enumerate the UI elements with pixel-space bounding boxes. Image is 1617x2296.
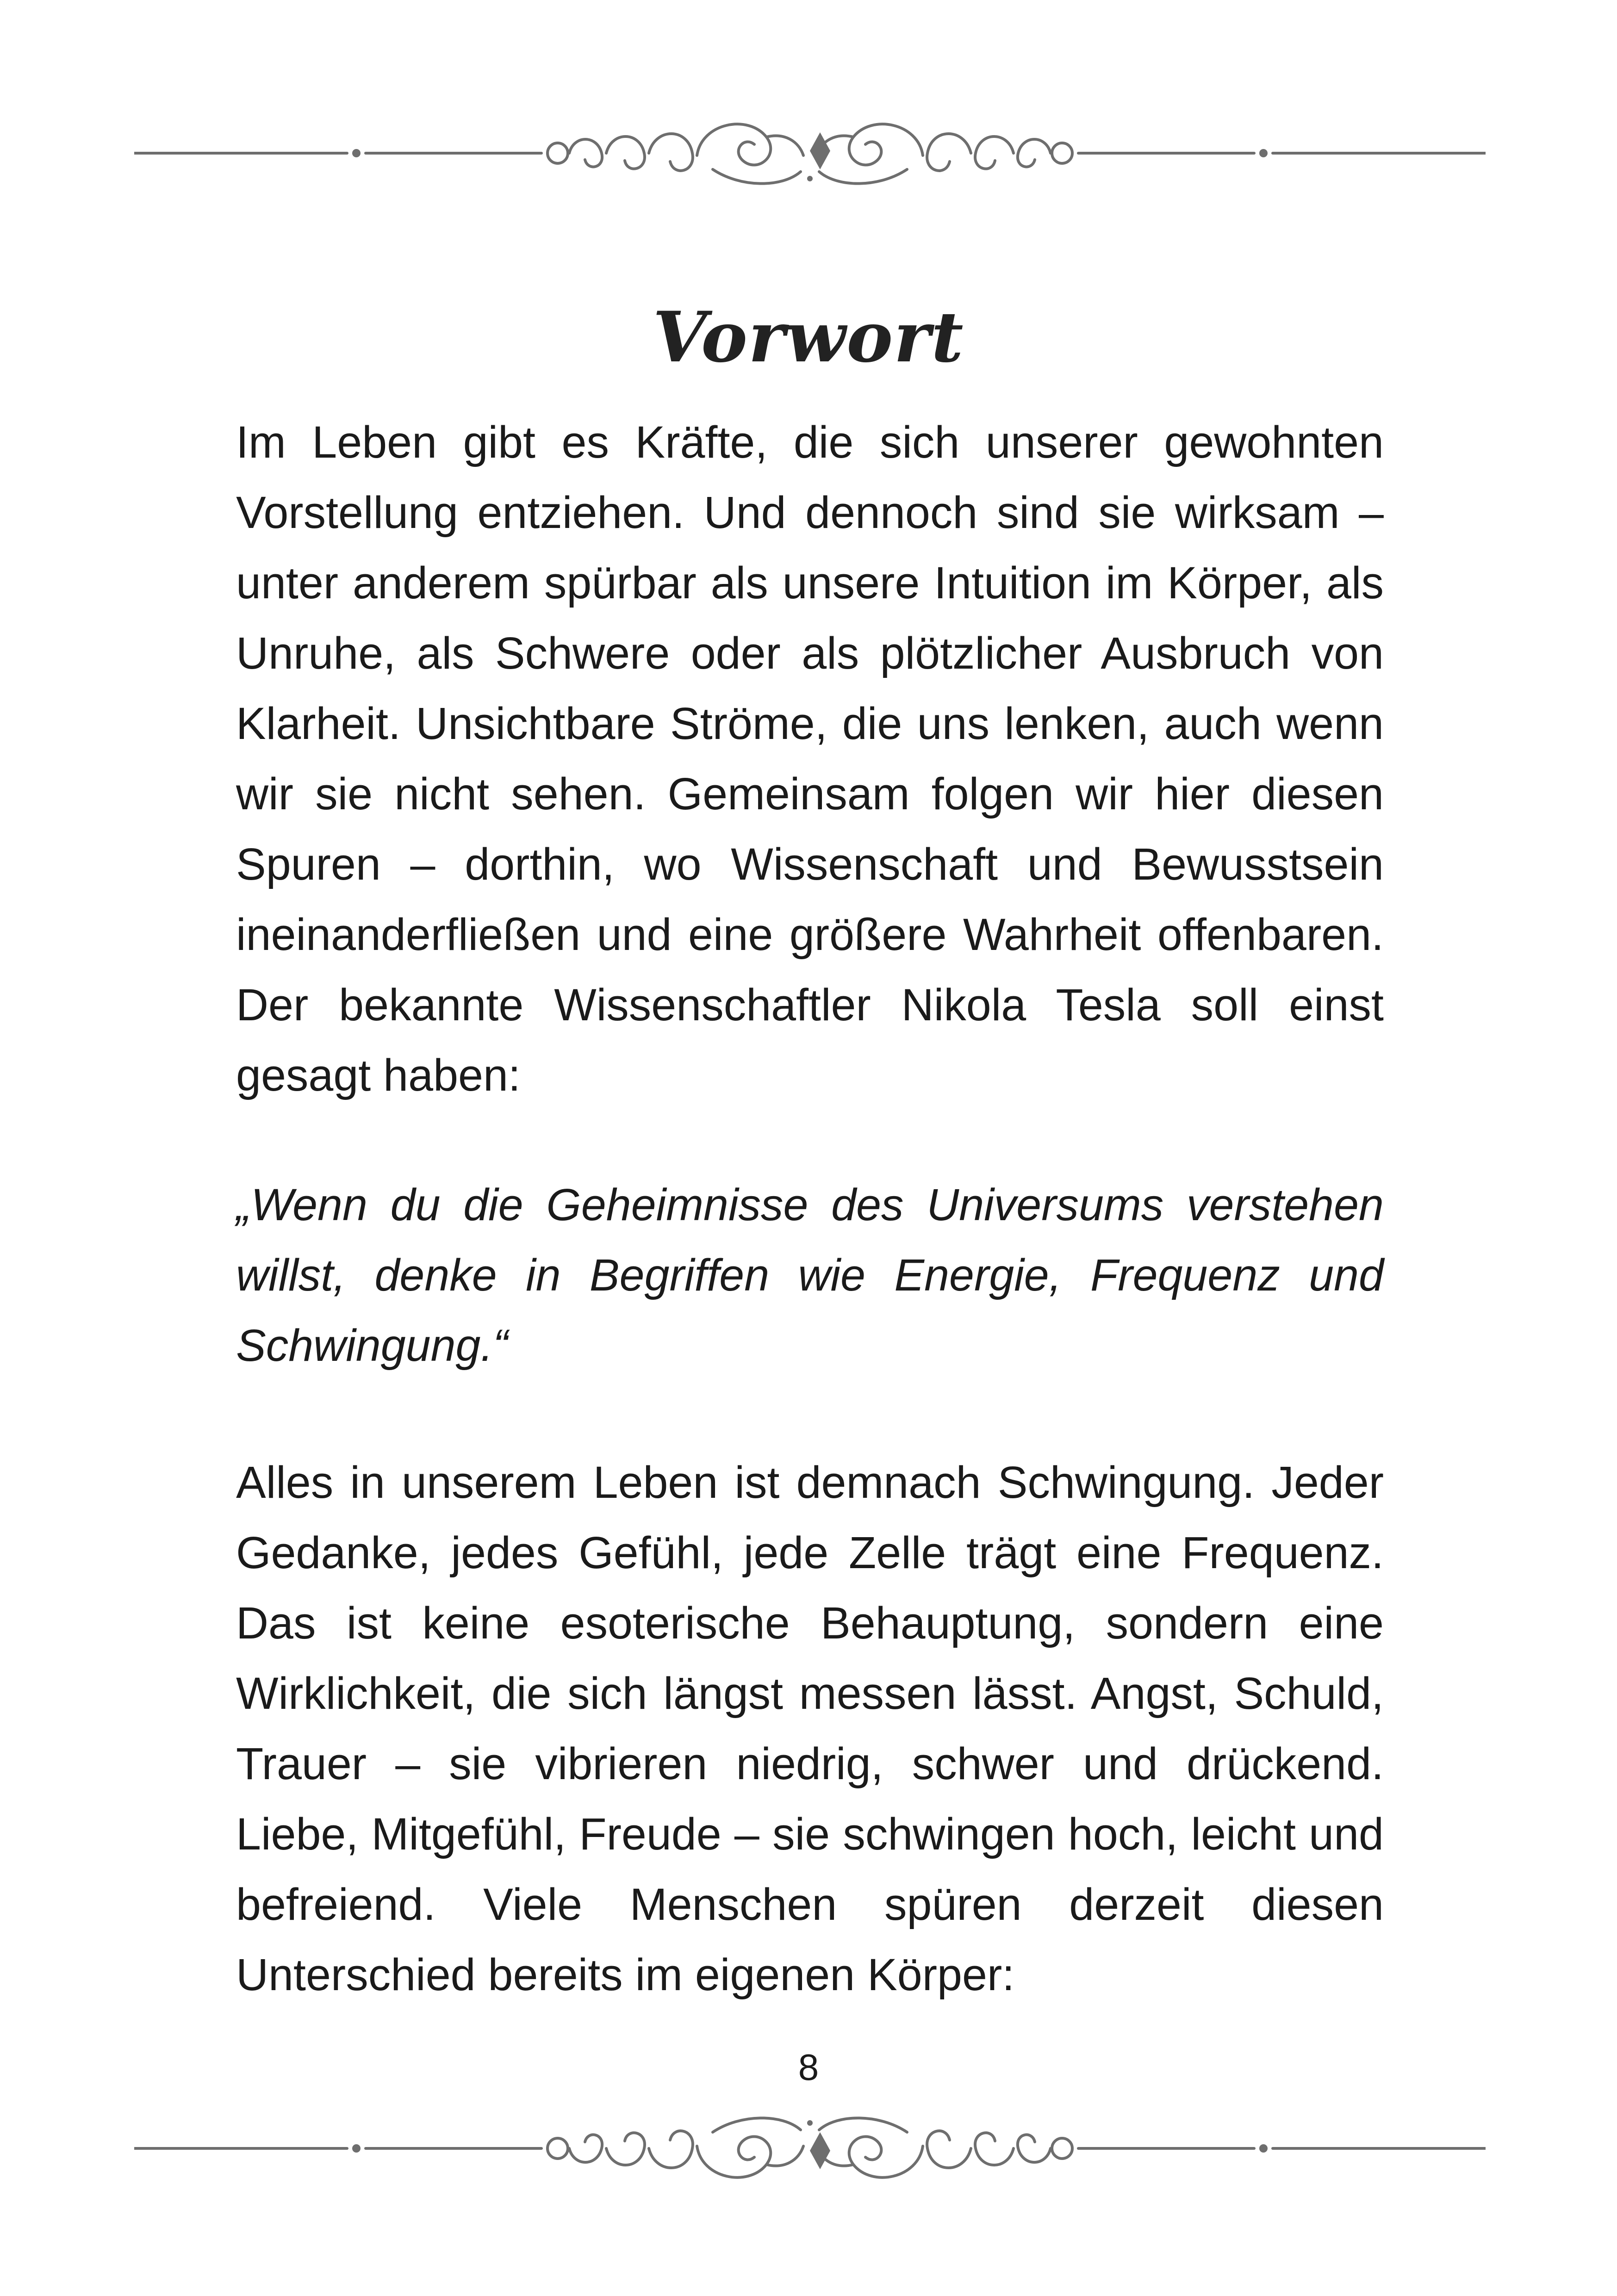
- chapter-title: Vorwort: [653, 296, 964, 378]
- top-ornament: [134, 105, 1486, 202]
- intro-paragraph: Im Leben gibt es Kräfte, die sich unserer gewohnten Vorstellung entziehen. Und dennoch sind sie wirksam – unter anderem spürbar als unsere Intuition im Körper, als Unruhe, als Schwere oder als plötzlicher Ausbruch von Klarheit. Unsichtbare Ströme, die uns lenken, auch wenn wir sie nicht sehen. Gemeinsam folgen wir hier diesen Spuren – dorthin, wo Wissenschaft und Bewusstsein ineinanderfließen und eine größere Wahrheit offenbaren. Der bekannte Wissenschaftler Nikola Tesla soll einst gesagt haben:: [236, 417, 1384, 1100]
- tesla-quote: „Wenn du die Geheimnisse des Universums verstehen willst, denke in Begriffen wie Energie, Frequenz und Schwingung.“: [236, 1179, 1384, 1371]
- body-paragraph: Alles in unserem Leben ist demnach Schwingung. Jeder Gedanke, jedes Gefühl, jede Zelle trägt eine Frequenz. Das ist keine esoterische Behauptung, sondern eine Wirklichkeit, die sich längst messen lässt. Angst, Schuld, Trauer – sie vibrieren niedrig, schwer und drückend. Liebe, Mitgefühl, Freude – sie schwingen hoch, leicht und befreiend. Viele Menschen spüren derzeit diesen Unterschied bereits im eigenen Körper:: [236, 1457, 1384, 2000]
- page-number: 8: [798, 2047, 819, 2088]
- bottom-ornament: [134, 2100, 1486, 2197]
